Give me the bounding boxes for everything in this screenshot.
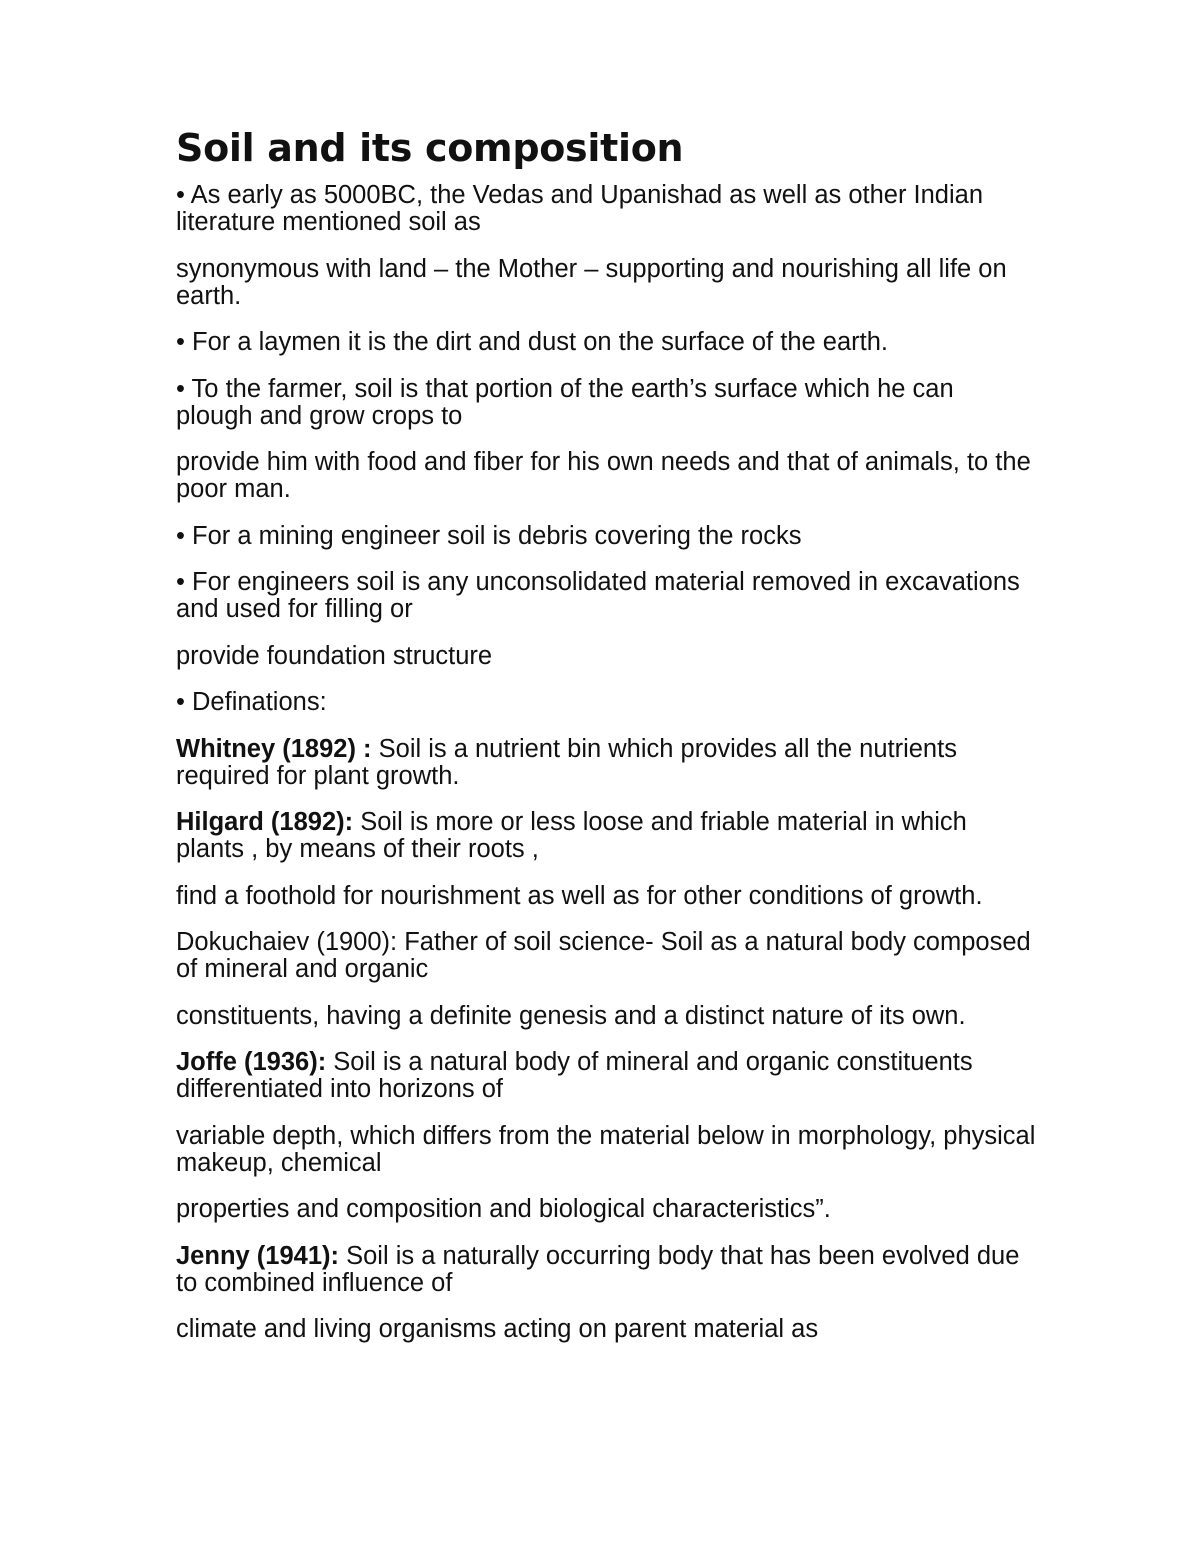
paragraph-text: Soil is a naturally occurring body that has been evolved due to combined influence of xyxy=(176,1241,1020,1297)
paragraph-text: Soil is a natural body of mineral and organic constituents differentiated into horizons of xyxy=(176,1048,973,1103)
paragraph xyxy=(176,523,1036,550)
document-page xyxy=(176,122,1036,1363)
paragraph xyxy=(176,883,1036,910)
paragraph xyxy=(176,1316,1036,1343)
paragraph xyxy=(176,182,1036,236)
document-title: Soil and its composition xyxy=(176,126,684,170)
paragraph-text: Soil is a nutrient bin which provides all the nutrients required for plant growth. xyxy=(176,734,957,790)
paragraph-text: • To the farmer, soil is that portion of the earth’s surface which he can plough and grow crops to xyxy=(176,374,954,430)
paragraph xyxy=(176,643,1036,670)
definition-paragraph xyxy=(176,1243,1036,1297)
paragraph-text: properties and composition and biological characteristics”. xyxy=(176,1195,831,1223)
paragraph xyxy=(176,256,1036,310)
paragraph-text: • As early as 5000BC, the Vedas and Upanishad as well as other Indian literature mentioned soil as xyxy=(176,181,984,236)
paragraph xyxy=(176,329,1036,356)
definition-label: Hilgard (1892): xyxy=(176,808,354,836)
definition-label: Jenny (1941): xyxy=(176,1241,339,1270)
definition-paragraph xyxy=(176,1049,1036,1103)
paragraph-text: provide him with food and fiber for his own needs and that of animals, to the poor man. xyxy=(176,448,1031,503)
paragraph xyxy=(176,376,1036,430)
paragraph-text: • For a mining engineer soil is debris covering the rocks xyxy=(176,521,802,550)
paragraph-text: • For engineers soil is any unconsolidated material removed in excavations and used for filling or xyxy=(176,568,1020,623)
paragraph-text: Dokuchaiev (1900): Father of soil science- Soil as a natural body composed of mineral and organic xyxy=(176,928,1031,983)
paragraph-text: find a foothold for nourishment as well as for other conditions of growth. xyxy=(176,881,983,910)
paragraph-text: climate and living organisms acting on parent material as xyxy=(176,1315,819,1343)
paragraph-text: constituents, having a definite genesis and a distinct nature of its own. xyxy=(176,1001,966,1030)
definition-label: Joffe (1936): xyxy=(176,1048,327,1076)
paragraph-text: • Definations: xyxy=(176,688,327,716)
paragraph xyxy=(176,569,1036,623)
definition-paragraph xyxy=(176,809,1036,863)
paragraph xyxy=(176,689,1036,716)
paragraph-text: variable depth, which differs from the material below in morphology, physical makeup, chemical xyxy=(176,1121,1036,1177)
paragraph xyxy=(176,1123,1036,1177)
paragraph xyxy=(176,929,1036,983)
paragraph-text: provide foundation structure xyxy=(176,641,493,670)
paragraph xyxy=(176,1196,1036,1223)
paragraph xyxy=(176,449,1036,503)
paragraph-text: • For a laymen it is the dirt and dust on the surface of the earth. xyxy=(176,328,888,356)
definition-label: Whitney (1892) : xyxy=(176,734,372,763)
definition-paragraph xyxy=(176,736,1036,790)
paragraph-text: synonymous with land – the Mother – supporting and nourishing all life on earth. xyxy=(176,254,1007,310)
paragraph-text: Soil is more or less loose and friable material in which plants , by means of their roots , xyxy=(176,808,967,863)
paragraph xyxy=(176,1003,1036,1030)
